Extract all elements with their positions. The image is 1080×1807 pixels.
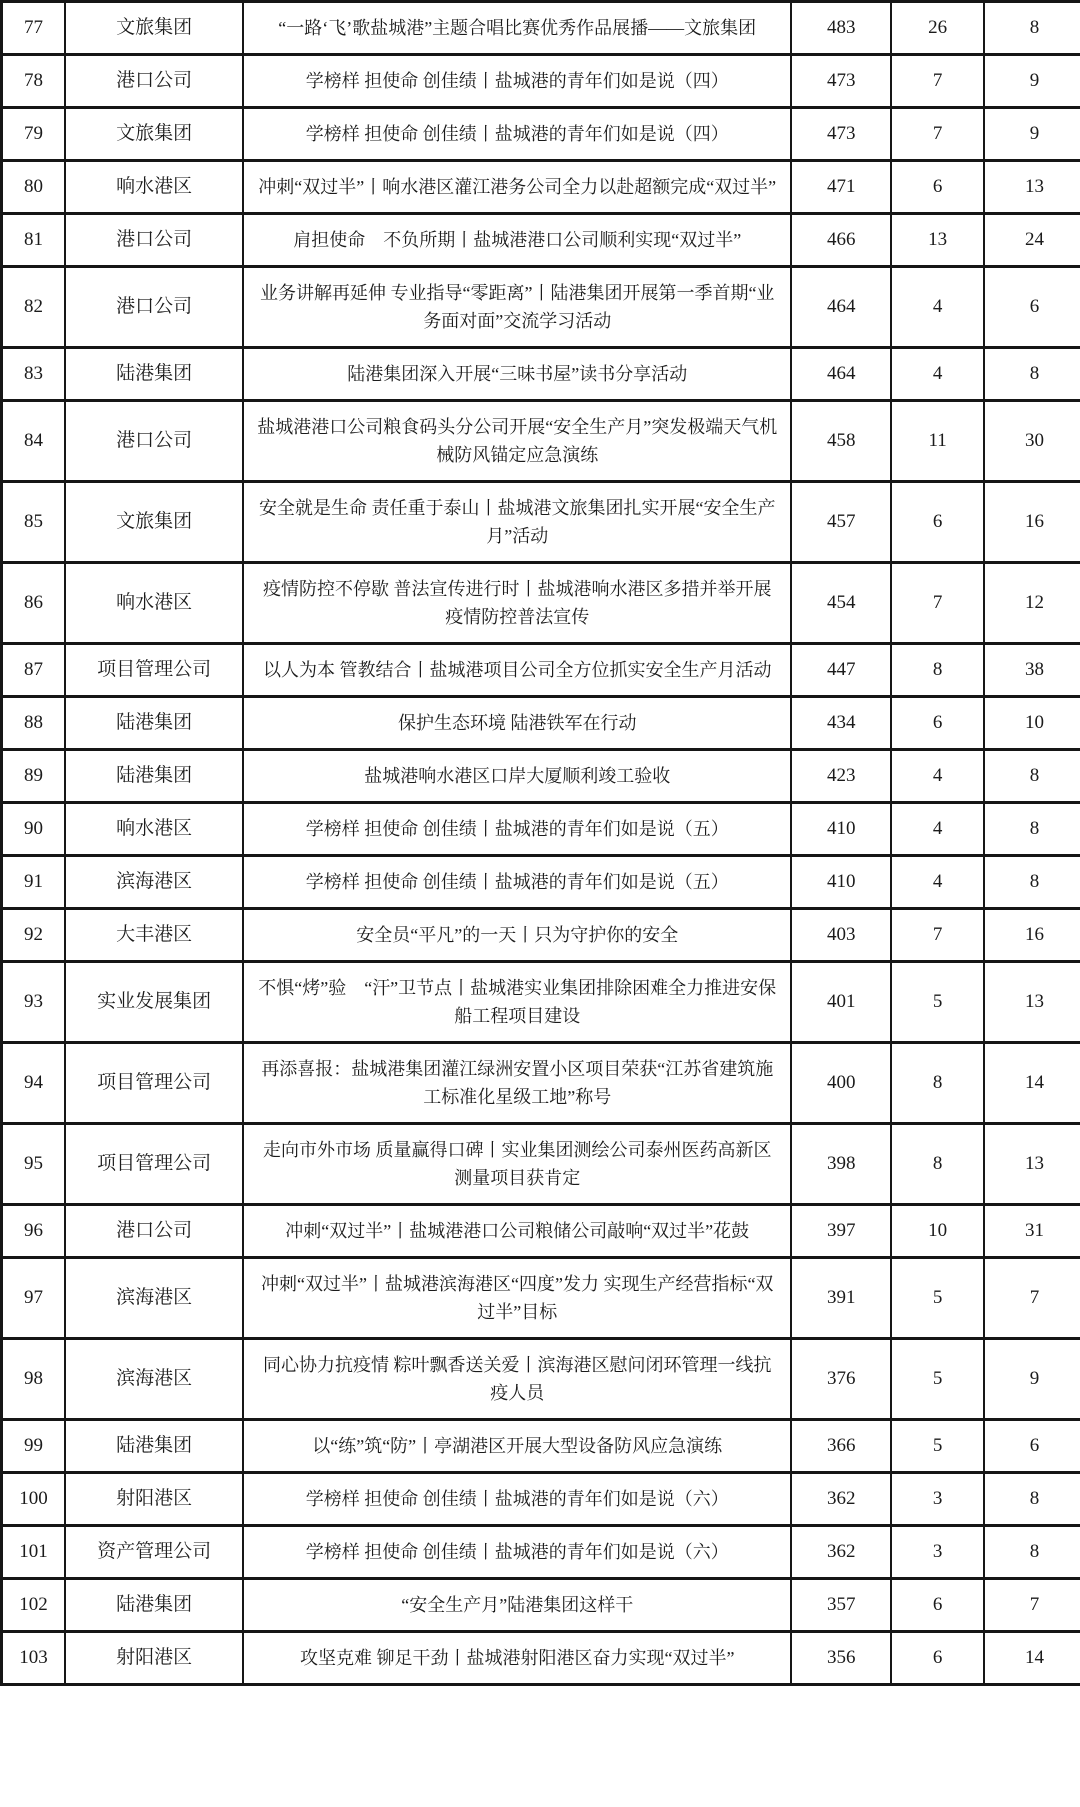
table-row [2, 856, 1080, 909]
rank-cell: 92 [2, 909, 66, 962]
num1-cell: 483 [791, 2, 891, 55]
num1-cell: 398 [791, 1124, 891, 1205]
rank-cell: 81 [2, 214, 66, 267]
num2-cell: 8 [891, 644, 984, 697]
table-row [2, 214, 1080, 267]
num1-cell: 457 [791, 482, 891, 563]
num1-cell: 466 [791, 214, 891, 267]
org-cell: 滨海港区 [65, 1258, 243, 1339]
rank-cell: 97 [2, 1258, 66, 1339]
table-row [2, 1339, 1080, 1420]
num3-cell: 9 [984, 1339, 1080, 1420]
org-cell: 项目管理公司 [65, 1124, 243, 1205]
table-row [2, 1420, 1080, 1473]
num2-cell: 8 [891, 1124, 984, 1205]
num2-cell: 4 [891, 856, 984, 909]
rank-cell: 91 [2, 856, 66, 909]
table-row [2, 962, 1080, 1043]
table-body [2, 2, 1080, 1685]
num1-cell: 403 [791, 909, 891, 962]
num3-cell: 16 [984, 482, 1080, 563]
num3-cell: 31 [984, 1205, 1080, 1258]
table-row [2, 1632, 1080, 1685]
num2-cell: 4 [891, 750, 984, 803]
title-cell: 不惧“烤”验 “汗”卫节点丨盐城港实业集团排除困难全力推进安保船工程项目建设 [243, 962, 791, 1043]
num1-cell: 366 [791, 1420, 891, 1473]
rank-cell: 100 [2, 1473, 66, 1526]
num3-cell: 8 [984, 2, 1080, 55]
org-cell: 港口公司 [65, 1205, 243, 1258]
num1-cell: 376 [791, 1339, 891, 1420]
num3-cell: 7 [984, 1579, 1080, 1632]
rank-cell: 82 [2, 267, 66, 348]
table-row [2, 697, 1080, 750]
num3-cell: 9 [984, 108, 1080, 161]
num1-cell: 458 [791, 401, 891, 482]
table-row [2, 482, 1080, 563]
num3-cell: 8 [984, 1473, 1080, 1526]
title-cell: 保护生态环境 陆港铁军在行动 [243, 697, 791, 750]
org-cell: 响水港区 [65, 161, 243, 214]
title-cell: 冲刺“双过半”丨盐城港港口公司粮储公司敲响“双过半”花鼓 [243, 1205, 791, 1258]
rank-cell: 87 [2, 644, 66, 697]
org-cell: 大丰港区 [65, 909, 243, 962]
org-cell: 项目管理公司 [65, 1043, 243, 1124]
table-row [2, 909, 1080, 962]
table-row [2, 644, 1080, 697]
num1-cell: 471 [791, 161, 891, 214]
num1-cell: 464 [791, 348, 891, 401]
table-row [2, 1124, 1080, 1205]
org-cell: 港口公司 [65, 214, 243, 267]
num2-cell: 4 [891, 348, 984, 401]
rank-cell: 85 [2, 482, 66, 563]
rank-cell: 94 [2, 1043, 66, 1124]
title-cell: 学榜样 担使命 创佳绩丨盐城港的青年们如是说（四） [243, 108, 791, 161]
num3-cell: 14 [984, 1043, 1080, 1124]
rank-cell: 79 [2, 108, 66, 161]
rank-cell: 80 [2, 161, 66, 214]
num3-cell: 16 [984, 909, 1080, 962]
num2-cell: 10 [891, 1205, 984, 1258]
title-cell: 走向市外市场 质量赢得口碑丨实业集团测绘公司泰州医药高新区测量项目获肯定 [243, 1124, 791, 1205]
num3-cell: 9 [984, 55, 1080, 108]
num1-cell: 397 [791, 1205, 891, 1258]
rank-cell: 95 [2, 1124, 66, 1205]
title-cell: 冲刺“双过半”丨盐城港滨海港区“四度”发力 实现生产经营指标“双过半”目标 [243, 1258, 791, 1339]
num1-cell: 362 [791, 1526, 891, 1579]
num3-cell: 8 [984, 856, 1080, 909]
num2-cell: 7 [891, 909, 984, 962]
num2-cell: 4 [891, 267, 984, 348]
title-cell: 业务讲解再延伸 专业指导“零距离”丨陆港集团开展第一季首期“业务面对面”交流学习活动 [243, 267, 791, 348]
num1-cell: 362 [791, 1473, 891, 1526]
org-cell: 响水港区 [65, 803, 243, 856]
num2-cell: 7 [891, 563, 984, 644]
num2-cell: 5 [891, 962, 984, 1043]
num2-cell: 3 [891, 1473, 984, 1526]
num1-cell: 400 [791, 1043, 891, 1124]
org-cell: 陆港集团 [65, 750, 243, 803]
rank-cell: 102 [2, 1579, 66, 1632]
table-row [2, 803, 1080, 856]
num2-cell: 7 [891, 108, 984, 161]
rank-cell: 96 [2, 1205, 66, 1258]
table-row [2, 1258, 1080, 1339]
org-cell: 港口公司 [65, 267, 243, 348]
num3-cell: 6 [984, 1420, 1080, 1473]
num3-cell: 38 [984, 644, 1080, 697]
title-cell: 攻坚克难 铆足干劲丨盐城港射阳港区奋力实现“双过半” [243, 1632, 791, 1685]
rank-cell: 89 [2, 750, 66, 803]
num3-cell: 10 [984, 697, 1080, 750]
num2-cell: 5 [891, 1339, 984, 1420]
title-cell: 学榜样 担使命 创佳绩丨盐城港的青年们如是说（四） [243, 55, 791, 108]
org-cell: 滨海港区 [65, 856, 243, 909]
org-cell: 文旅集团 [65, 482, 243, 563]
table-row [2, 2, 1080, 55]
num1-cell: 401 [791, 962, 891, 1043]
rank-cell: 90 [2, 803, 66, 856]
title-cell: 安全员“平凡”的一天丨只为守护你的安全 [243, 909, 791, 962]
table-row [2, 55, 1080, 108]
num1-cell: 357 [791, 1579, 891, 1632]
org-cell: 射阳港区 [65, 1473, 243, 1526]
org-cell: 文旅集团 [65, 108, 243, 161]
table-row [2, 1526, 1080, 1579]
org-cell: 陆港集团 [65, 1420, 243, 1473]
rank-cell: 88 [2, 697, 66, 750]
num1-cell: 434 [791, 697, 891, 750]
num1-cell: 473 [791, 55, 891, 108]
num2-cell: 5 [891, 1420, 984, 1473]
num3-cell: 8 [984, 750, 1080, 803]
num3-cell: 13 [984, 1124, 1080, 1205]
title-cell: 学榜样 担使命 创佳绩丨盐城港的青年们如是说（五） [243, 803, 791, 856]
title-cell: 再添喜报：盐城港集团灌江绿洲安置小区项目荣获“江苏省建筑施工标准化星级工地”称号 [243, 1043, 791, 1124]
num2-cell: 3 [891, 1526, 984, 1579]
table-row [2, 1205, 1080, 1258]
rank-cell: 103 [2, 1632, 66, 1685]
rank-cell: 86 [2, 563, 66, 644]
num3-cell: 8 [984, 803, 1080, 856]
org-cell: 陆港集团 [65, 697, 243, 750]
title-cell: “安全生产月”陆港集团这样干 [243, 1579, 791, 1632]
num1-cell: 391 [791, 1258, 891, 1339]
org-cell: 陆港集团 [65, 1579, 243, 1632]
table-row [2, 161, 1080, 214]
num2-cell: 6 [891, 697, 984, 750]
num2-cell: 8 [891, 1043, 984, 1124]
num3-cell: 13 [984, 962, 1080, 1043]
table-row [2, 1043, 1080, 1124]
title-cell: 学榜样 担使命 创佳绩丨盐城港的青年们如是说（五） [243, 856, 791, 909]
num2-cell: 5 [891, 1258, 984, 1339]
rank-cell: 98 [2, 1339, 66, 1420]
rank-cell: 83 [2, 348, 66, 401]
title-cell: 盐城港港口公司粮食码头分公司开展“安全生产月”突发极端天气机械防风锚定应急演练 [243, 401, 791, 482]
num3-cell: 8 [984, 1526, 1080, 1579]
rank-cell: 93 [2, 962, 66, 1043]
rank-cell: 84 [2, 401, 66, 482]
num3-cell: 8 [984, 348, 1080, 401]
title-cell: 学榜样 担使命 创佳绩丨盐城港的青年们如是说（六） [243, 1526, 791, 1579]
num2-cell: 4 [891, 803, 984, 856]
org-cell: 港口公司 [65, 401, 243, 482]
num1-cell: 454 [791, 563, 891, 644]
rank-cell: 77 [2, 2, 66, 55]
num1-cell: 447 [791, 644, 891, 697]
table-row [2, 108, 1080, 161]
org-cell: 项目管理公司 [65, 644, 243, 697]
num3-cell: 13 [984, 161, 1080, 214]
table-row [2, 563, 1080, 644]
table-row [2, 401, 1080, 482]
rank-cell: 78 [2, 55, 66, 108]
title-cell: 肩担使命 不负所期丨盐城港港口公司顺利实现“双过半” [243, 214, 791, 267]
num3-cell: 24 [984, 214, 1080, 267]
table-row [2, 1579, 1080, 1632]
num3-cell: 7 [984, 1258, 1080, 1339]
title-cell: “一路‘飞’歌盐城港”主题合唱比赛优秀作品展播——文旅集团 [243, 2, 791, 55]
org-cell: 陆港集团 [65, 348, 243, 401]
org-cell: 港口公司 [65, 55, 243, 108]
title-cell: 以人为本 管教结合丨盐城港项目公司全方位抓实安全生产月活动 [243, 644, 791, 697]
table-row [2, 348, 1080, 401]
org-cell: 实业发展集团 [65, 962, 243, 1043]
title-cell: 盐城港响水港区口岸大厦顺利竣工验收 [243, 750, 791, 803]
org-cell: 滨海港区 [65, 1339, 243, 1420]
title-cell: 学榜样 担使命 创佳绩丨盐城港的青年们如是说（六） [243, 1473, 791, 1526]
num2-cell: 6 [891, 482, 984, 563]
title-cell: 以“练”筑“防”丨亭湖港区开展大型设备防风应急演练 [243, 1420, 791, 1473]
rank-cell: 99 [2, 1420, 66, 1473]
num1-cell: 410 [791, 803, 891, 856]
org-cell: 响水港区 [65, 563, 243, 644]
num1-cell: 464 [791, 267, 891, 348]
title-cell: 疫情防控不停歇 普法宣传进行时丨盐城港响水港区多措并举开展疫情防控普法宣传 [243, 563, 791, 644]
num3-cell: 14 [984, 1632, 1080, 1685]
num2-cell: 7 [891, 55, 984, 108]
num2-cell: 6 [891, 161, 984, 214]
num1-cell: 410 [791, 856, 891, 909]
title-cell: 安全就是生命 责任重于泰山丨盐城港文旅集团扎实开展“安全生产月”活动 [243, 482, 791, 563]
title-cell: 陆港集团深入开展“三味书屋”读书分享活动 [243, 348, 791, 401]
table-row [2, 267, 1080, 348]
table-row [2, 750, 1080, 803]
num1-cell: 356 [791, 1632, 891, 1685]
num2-cell: 26 [891, 2, 984, 55]
table-row [2, 1473, 1080, 1526]
num1-cell: 473 [791, 108, 891, 161]
num3-cell: 6 [984, 267, 1080, 348]
title-cell: 同心协力抗疫情 粽叶飘香送关爱丨滨海港区慰问闭环管理一线抗疫人员 [243, 1339, 791, 1420]
org-cell: 资产管理公司 [65, 1526, 243, 1579]
num1-cell: 423 [791, 750, 891, 803]
org-cell: 射阳港区 [65, 1632, 243, 1685]
num2-cell: 13 [891, 214, 984, 267]
num2-cell: 6 [891, 1579, 984, 1632]
rank-cell: 101 [2, 1526, 66, 1579]
org-cell: 文旅集团 [65, 2, 243, 55]
num3-cell: 30 [984, 401, 1080, 482]
num3-cell: 12 [984, 563, 1080, 644]
num2-cell: 11 [891, 401, 984, 482]
num2-cell: 6 [891, 1632, 984, 1685]
title-cell: 冲刺“双过半”丨响水港区灌江港务公司全力以赴超额完成“双过半” [243, 161, 791, 214]
